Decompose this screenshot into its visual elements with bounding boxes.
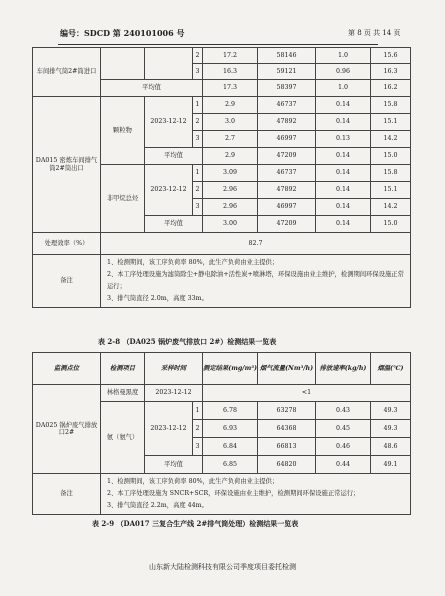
- item-cell: 非甲烷总烃: [101, 165, 145, 233]
- table-row: 3 6.84 66813 0.46 48.6: [33, 438, 411, 456]
- table-row: 2 6.93 64368 0.45 49.3: [33, 420, 411, 438]
- header-rule: [58, 44, 378, 45]
- item-cell: 颗粒物: [101, 97, 145, 165]
- page-info: 第 8 页 共 14 页: [348, 29, 401, 37]
- table-row: 氨（氨气） 2023-12-12 1 6.78 63278 0.43 49.3: [33, 402, 411, 420]
- average-row: 平均值 2.9 47209 0.14 15.0: [33, 148, 411, 165]
- remarks-row: 备注 1、检测期间，该工序负荷率 80%，此生产负荷由业主提供； 2、本工序处理设施为滤筒除尘+静电除油+活性炭+喷淋塔，环保设施由业主维护，检测期间环保设施正常运行； 3、排气筒直径 2.0m，高度 33m。: [33, 255, 411, 308]
- report-number: 编号：SDCD 第 240101006 号: [60, 28, 185, 38]
- item-cell: 氨（氨气）: [101, 402, 145, 474]
- table-row: 3 2.96 46997 0.14 14.2: [33, 199, 411, 216]
- table-row: 3 16.3 59121 0.96 16.3: [33, 64, 411, 80]
- efficiency-row: 处理效率（%） 82.7: [33, 233, 411, 255]
- unit-cell: DA025 锅炉废气排放口2#: [33, 385, 101, 474]
- results-table-2: [32, 352, 411, 515]
- average-row: 平均值 17.3 58397 1.0 16.2: [33, 80, 411, 97]
- results-table-1: [32, 47, 411, 308]
- table-row: 2 3.0 47892 0.14 15.1: [33, 114, 411, 131]
- remarks-row: 备注 1、检测期间，该工序负荷率 80%，此生产负荷由业主提供； 2、本工序处理设施为 SNCR+SCR，环保设施由业主维护，检测期间环保设施正常运行； 3、排气筒直径 2.2m，高度 44m。: [33, 474, 411, 515]
- page-footer: 山东新大陆检测科技有限公司季度项目委托检测: [149, 563, 296, 571]
- average-row: 平均值 3.00 47209 0.14 15.0: [33, 216, 411, 233]
- table-caption-2-8: 表 2-8 （DA025 锅炉废气排放口 2#）检测结果一览表: [98, 337, 277, 346]
- table-header-row: 监测点位 检测项目 采样时间 测定结果(mg/m³) 烟气流量(Nm³/h) 排放速率(kg/h) 烟温(℃): [33, 353, 411, 385]
- unit-cell: 车间排气筒2#筒进口: [33, 48, 101, 97]
- table-caption-2-9: 表 2-9 （DA017 三复合生产线 2#排气筒处理）检测结果一览表: [92, 519, 299, 528]
- table-row: 2 2.96 47892 0.14 15.1: [33, 182, 411, 199]
- unit-cell: DA015 密炼车间排气筒2#筒出口: [33, 97, 101, 233]
- table-row: 非甲烷总烃 2023-12-12 1 3.09 46737 0.14 15.8: [33, 165, 411, 182]
- blackness-row: DA025 锅炉废气排放口2# 林格曼黑度 2023-12-12 <1: [33, 385, 411, 402]
- table-row: 车间排气筒2#筒进口 2 17.2 58146 1.0 15.6: [33, 48, 411, 64]
- table-row: 3 2.7 46997 0.13 14.2: [33, 131, 411, 148]
- average-row: 平均值 6.85 64820 0.44 49.1: [33, 456, 411, 474]
- table-row: DA015 密炼车间排气筒2#筒出口 颗粒物 2023-12-12 1 2.9 46737 0.14 15.8: [33, 97, 411, 114]
